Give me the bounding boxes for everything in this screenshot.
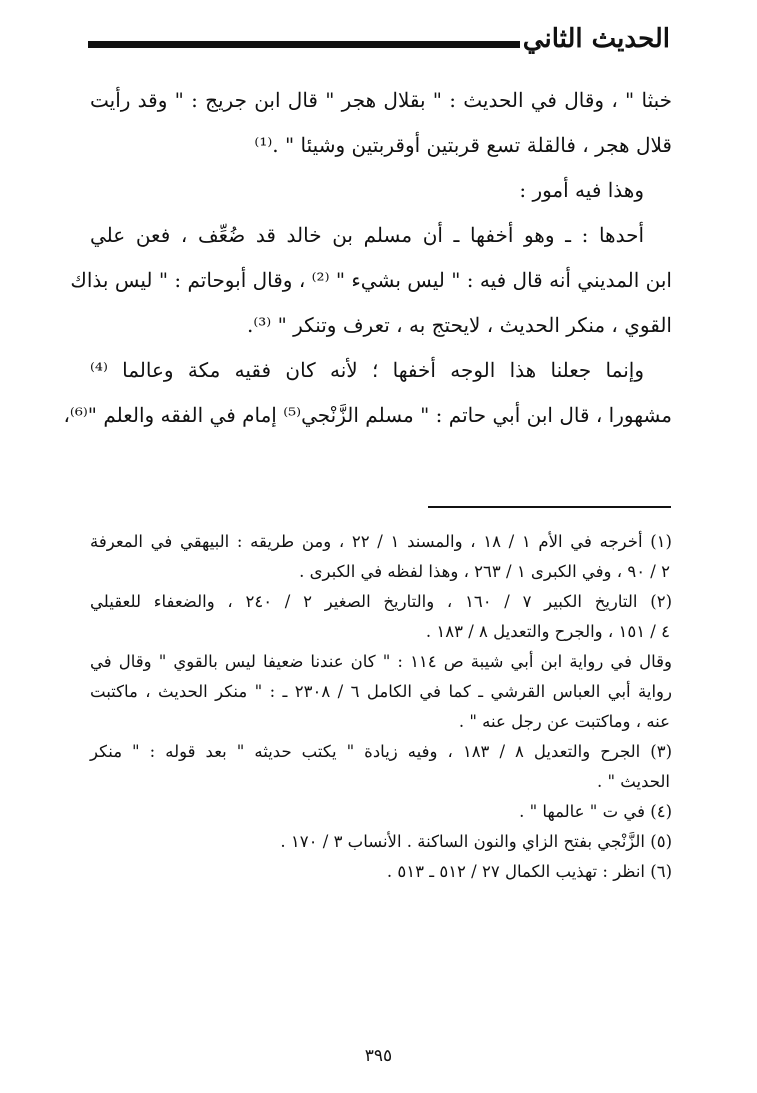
footnote-line: (٢) التاريخ الكبير ٧ / ١٦٠ ، والتاريخ الصغير ٢ / ٢٤٠ ، والضعفاء للعقيلي	[90, 592, 672, 611]
footnote-line: (١) أخرجه في الأم ١ / ١٨ ، والمسند ١ / ٢٢ ، ومن طريقه : البيهقي في المعرفة	[90, 532, 672, 551]
footnote-line: رواية أبي العباس القرشي ـ كما في الكامل ٦ / ٢٣٠٨ ـ : " منكر الحديث ، ماكتبت	[90, 682, 672, 701]
running-header	[88, 22, 670, 66]
footnote-line: عنه ، وماكتبت عن رجل عنه " .	[458, 712, 670, 731]
chapter-title: الحديث الثاني	[522, 24, 670, 54]
footnote-line: (٥) الزَّنْجي بفتح الزاي والنون الساكنة . الأنساب ٣ / ١٧٠ .	[280, 832, 672, 851]
text-line: القوي ، منكر الحديث ، لايحتج به ، تعرف وتنكر " ⁽³⁾.	[246, 313, 672, 337]
text-line: خبثا " ، وقال في الحديث : " بقلال هجر " قال ابن جريج : " وقد رأيت	[90, 88, 672, 112]
header-rule	[88, 41, 520, 48]
text-line: ابن المديني أنه قال فيه : " ليس بشيء " ⁽²⁾ ، وقال أبوحاتم : " ليس بذاك	[70, 268, 672, 292]
footnotes	[90, 527, 672, 887]
footnote-line: ٤ / ١٥١ ، والجرح والتعديل ٨ / ١٨٣ .	[425, 622, 670, 641]
main-text	[63, 78, 672, 438]
footnote-line: (٦) انظر : تهذيب الكمال ٢٧ / ٥١٢ ـ ٥١٣ .	[386, 862, 672, 881]
footnote-line: (٤) في ت " عالمها " .	[519, 802, 672, 821]
text-line: وإنما جعلنا هذا الوجه أخفها ؛ لأنه كان فقيه مكة وعالما ⁽⁴⁾	[90, 358, 644, 382]
text-line: وهذا فيه أمور :	[519, 178, 644, 202]
text-line: أحدها : ـ وهو أخفها ـ أن مسلم بن خالد قد ضُعِّف ، فعن علي	[90, 223, 644, 247]
footnote-line: الحديث " .	[596, 772, 670, 791]
footnote-separator	[428, 506, 671, 508]
footnote-line: وقال في رواية ابن أبي شيبة ص ١١٤ : " كان عندنا ضعيفا ليس بالقوي " وقال في	[90, 652, 672, 671]
footnote-line: (٣) الجرح والتعديل ٨ / ١٨٣ ، وفيه زيادة " يكتب حديثه " بعد قوله : " منكر	[90, 742, 672, 761]
page-number: ٣٩٥	[364, 1046, 393, 1066]
text-line: مشهورا ، قال ابن أبي حاتم : " مسلم الزَّنْجي⁽⁵⁾ إمام في الفقه والعلم "⁽⁶⁾،	[63, 403, 672, 427]
text-line: قلال هجر ، فالقلة تسع قربتين أوقربتين وشيئا " .⁽¹⁾	[254, 133, 672, 157]
footnote-line: ٢ / ٩٠ ، وفي الكبرى ١ / ٢٦٣ ، وهذا لفظه في الكبرى .	[299, 562, 670, 581]
